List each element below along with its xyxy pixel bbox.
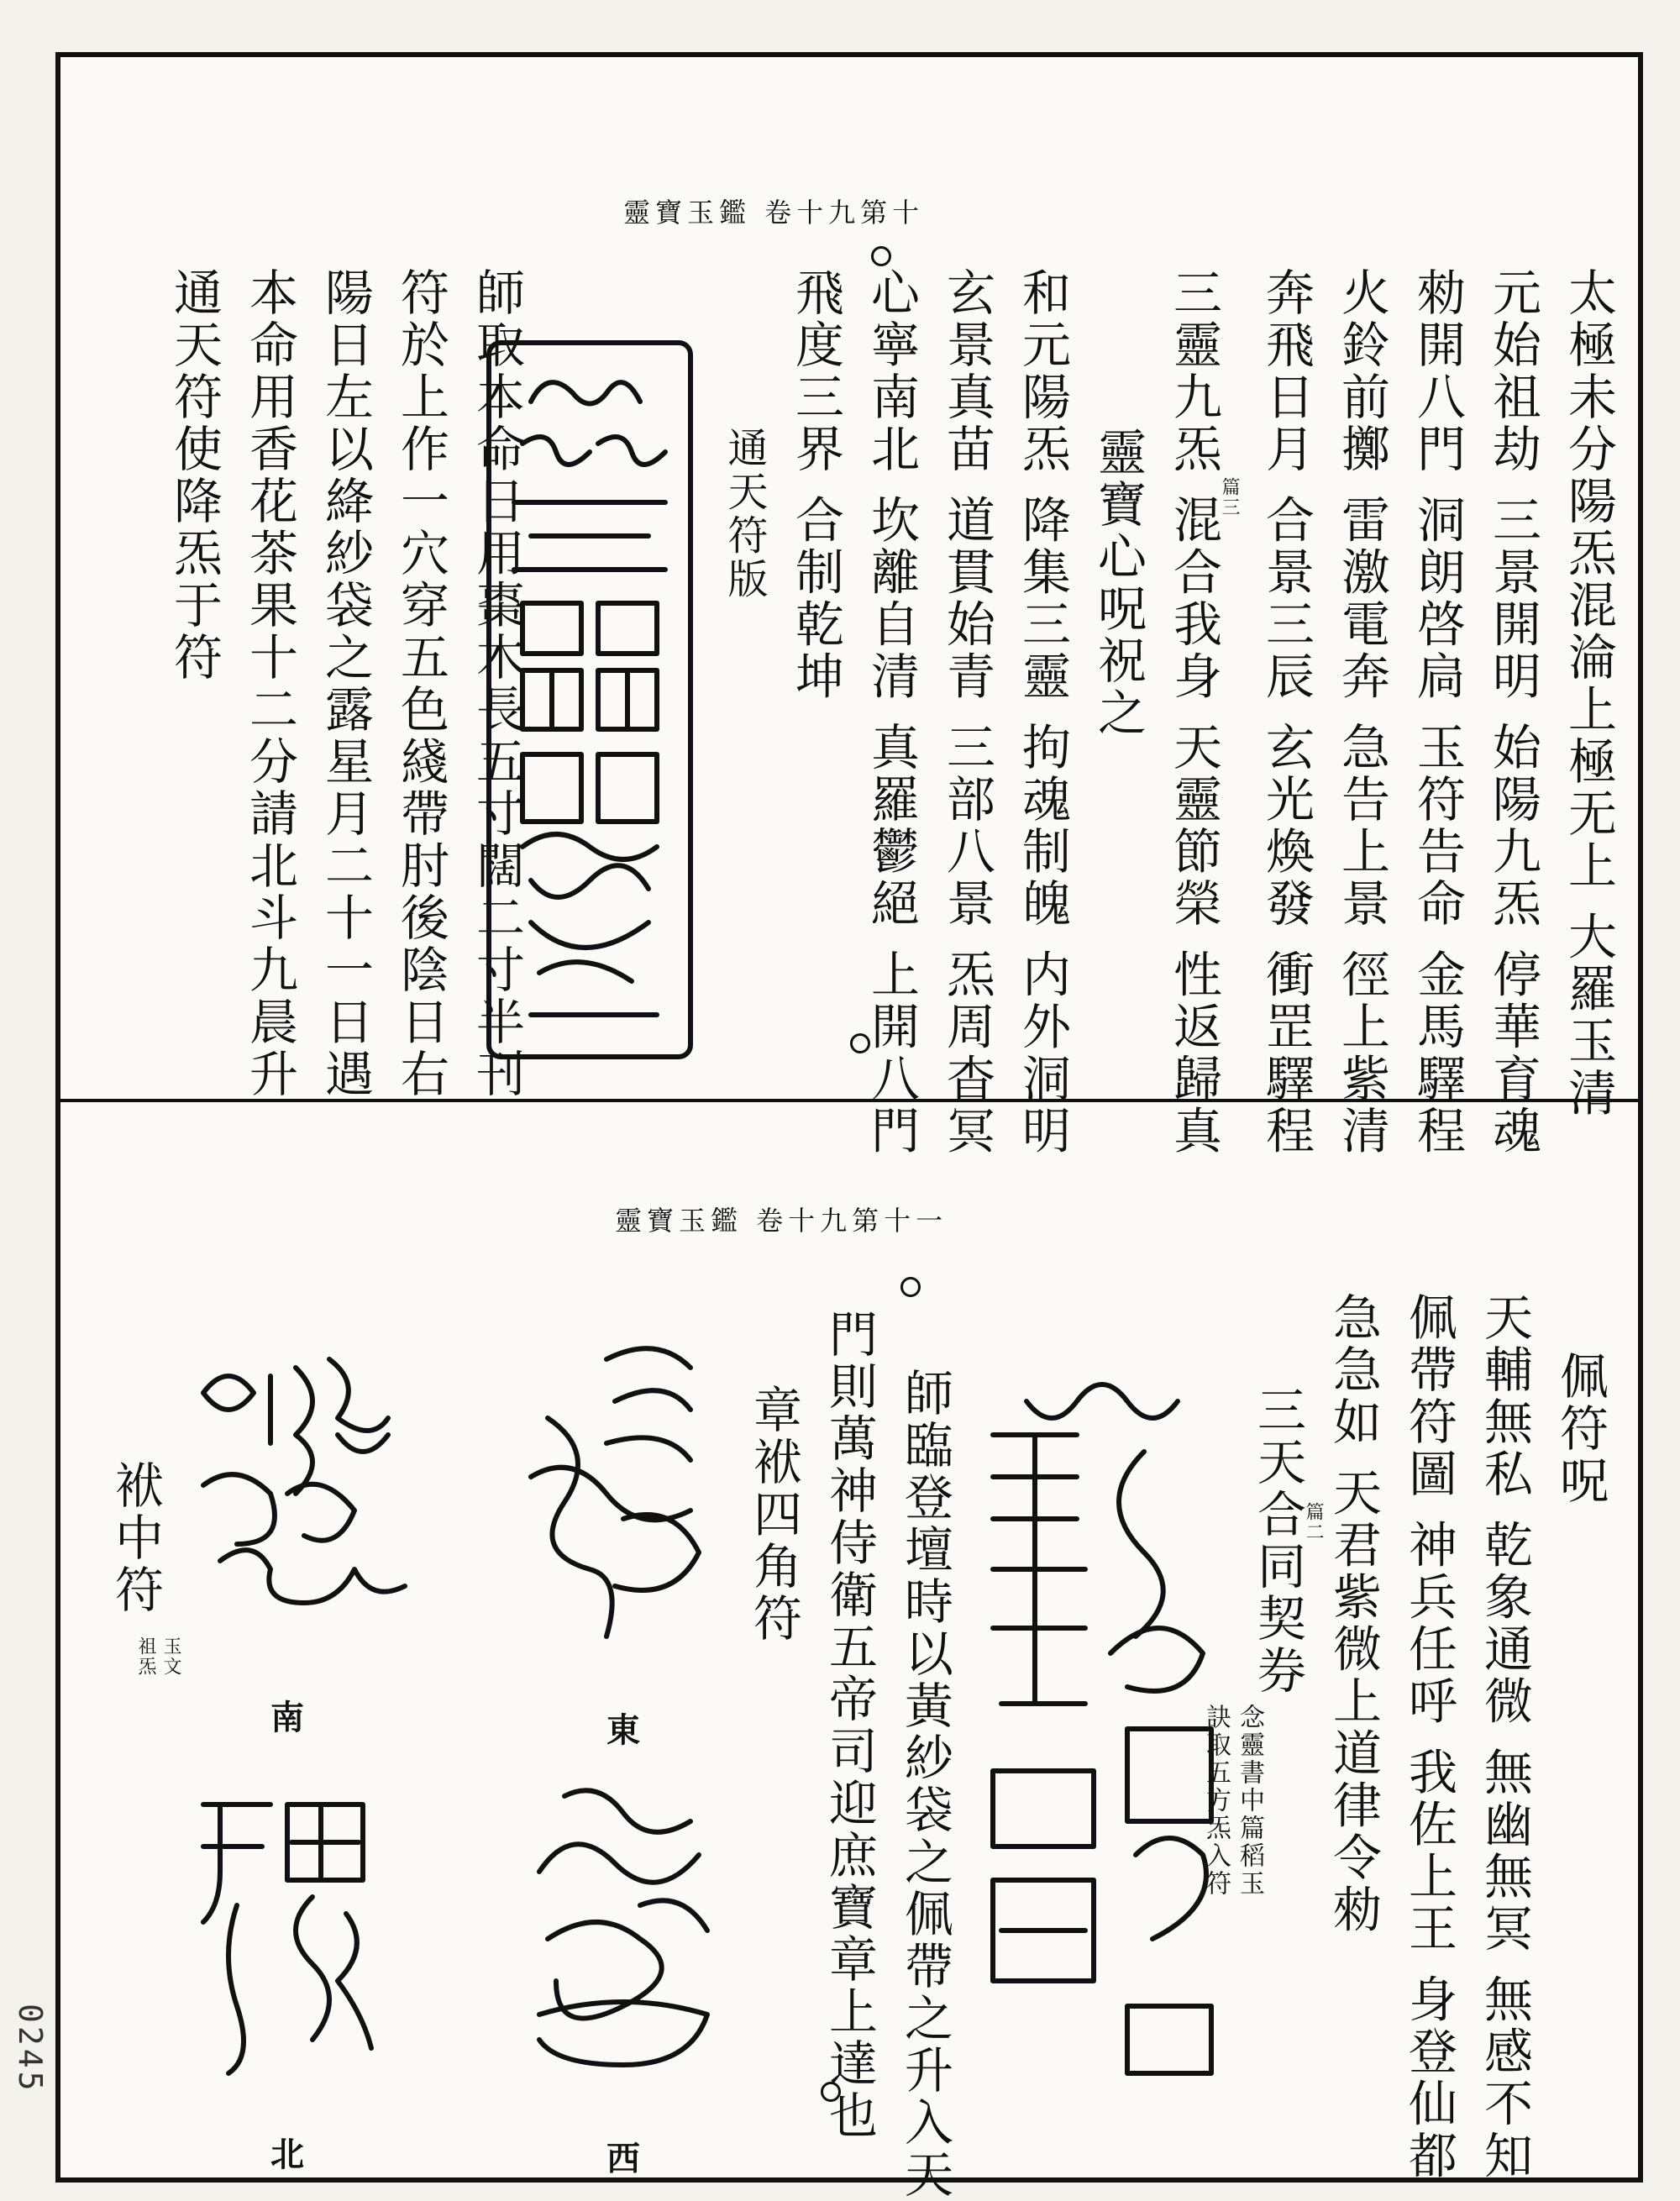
text-column: 心寧南北 坎離自清 真羅鬱絕 上開八門 <box>863 267 920 1158</box>
text-column: 元始祖劫 三景開明 始陽九炁 停華育魂 <box>1484 267 1541 1158</box>
text-column: 和元陽炁 降集三靈 拘魂制魄 内外洞明 <box>1014 267 1071 1158</box>
note: 念靈書中篇稻玉 <box>1235 1704 1264 1898</box>
circle-mark <box>821 2082 841 2102</box>
direction-label: 北 <box>270 2135 304 2174</box>
text-column: 急急如 天君紫微上道律令勑 <box>1325 1292 1382 1936</box>
note: 玉文 <box>160 1636 181 1677</box>
text-column: 飛度三界 合制乾坤 <box>787 267 844 703</box>
direction-label: 南 <box>270 1698 304 1737</box>
scripture-page <box>55 52 1643 2201</box>
text-column: 勑開八門 洞朗啓扃 玉符告命 金馬驛程 <box>1409 267 1466 1158</box>
circle-mark <box>900 1277 921 1297</box>
text-column: 奔飛日月 合景三辰 玄光煥發 衝罡驛程 <box>1257 267 1315 1158</box>
text-column: 陽日左以絳紗袋之露星月二十一日遇 <box>317 267 374 1100</box>
text-column: 門則萬神侍衛五帝司迎庶寶章上達也 <box>821 1309 878 2142</box>
circle-mark <box>850 1033 870 1053</box>
direction-label: 西 <box>606 2139 640 2178</box>
text-column: 三靈九炁 混合我身 天靈節榮 性返歸真 <box>1165 267 1222 1158</box>
text-column: 章袱四角符 <box>745 1384 802 1645</box>
north-talisman-icon <box>186 1771 405 2082</box>
page-number: 0245 <box>12 2004 49 2094</box>
south-talisman-icon <box>186 1342 405 1628</box>
note: 篇三 <box>1219 477 1240 517</box>
west-talisman-icon <box>514 1771 749 2090</box>
text-column: 本命用香花茶果十二分請北斗九晨升 <box>241 267 298 1100</box>
east-talisman-icon <box>514 1334 749 1645</box>
text-column: 佩符呪 <box>1551 1351 1609 1507</box>
text-column: 太極未分陽炁混淪上極无上 大羅玉清 <box>1560 267 1617 1120</box>
text-column: 符於上作一穴穿五色綫帶肘後陰日右 <box>392 267 449 1100</box>
note: 祖炁 <box>135 1636 156 1677</box>
header-top: 靈寶玉鑑 卷十九第十 <box>623 197 925 229</box>
text-column: 火鈴前擲 雷激電奔 急告上景 徑上紫清 <box>1333 267 1390 1158</box>
direction-label: 東 <box>606 1710 640 1750</box>
text-column: 師取本命日用棗木長五寸闊二寸半刊 <box>468 267 525 1100</box>
note: 篇二 <box>1303 1502 1324 1542</box>
text-column: 通天符版 <box>721 427 768 601</box>
text-column: 通天符使降炁于符 <box>165 267 223 684</box>
text-column: 袱中符 <box>107 1460 164 1616</box>
header-bottom: 靈寶玉鑑 卷十九第十一 <box>615 1205 948 1237</box>
text-column: 師臨登壇時以黃紗袋之佩帶之升入天 <box>896 1368 953 2201</box>
text-column: 三天合同契券 <box>1249 1384 1306 1697</box>
text-column: 天輔無私 乾象通微 無幽無冥 無感不知 <box>1476 1292 1533 2183</box>
contract-talisman-icon <box>976 1351 1231 2107</box>
text-column: 佩帶符圖 神兵任呼 我佐上王 身登仙都 <box>1400 1292 1457 2183</box>
text-column: 玄景真苗 道貫始青 三部八景 炁周杳冥 <box>938 267 995 1158</box>
text-column: 靈寶心呪祝之 <box>1089 427 1147 739</box>
circle-mark <box>871 246 891 266</box>
note: 訣取五方炁入符 <box>1201 1704 1231 1898</box>
